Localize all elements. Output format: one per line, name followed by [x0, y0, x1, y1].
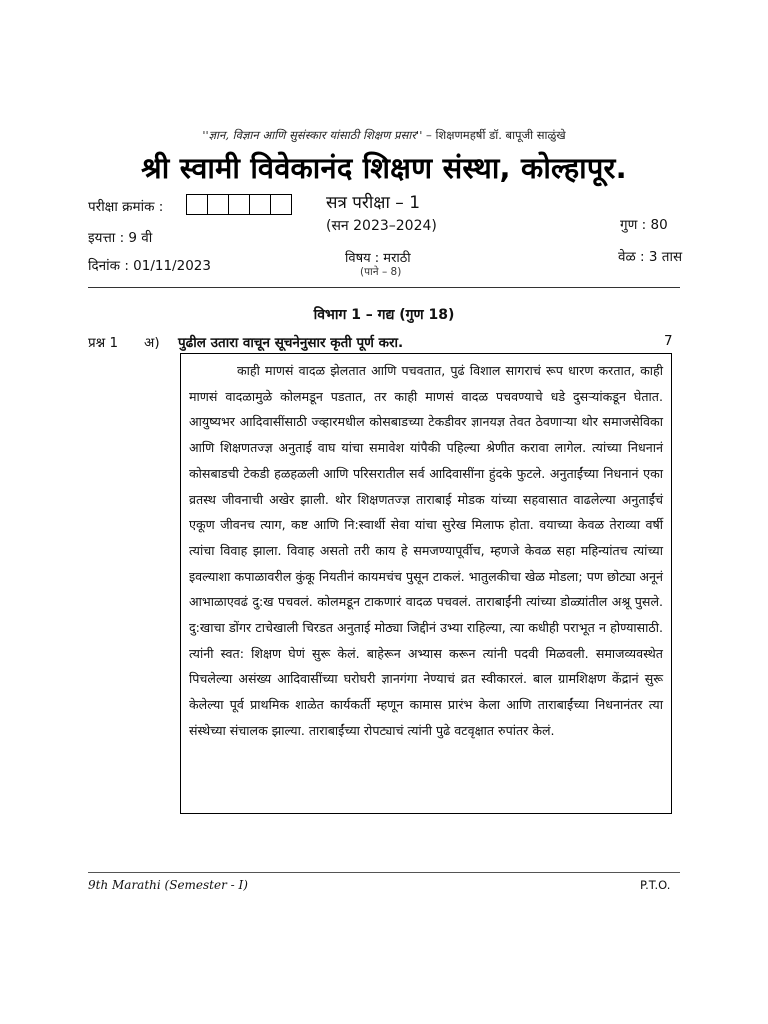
seat-box[interactable]: [250, 194, 271, 215]
total-marks: गुण : 80: [620, 217, 668, 233]
motto-line: [0, 128, 768, 143]
motto-author: – शिक्षणमहर्षी डॉ. बापूजी साळुंखे: [426, 128, 566, 142]
subject: विषय : मराठी: [345, 251, 411, 266]
question-sub: अ): [144, 335, 160, 351]
seat-box[interactable]: [208, 194, 229, 215]
footer-pto: P.T.O.: [640, 878, 671, 892]
seat-number-boxes[interactable]: [186, 194, 292, 215]
motto-quote: ''ज्ञान, विज्ञान आणि सुसंस्कार यांसाठी शिक्षण प्रसार'': [202, 128, 423, 142]
page-count: (पाने – 8): [360, 266, 402, 278]
header-divider: [88, 287, 680, 288]
class-label: इयत्ता : 9 वी: [88, 230, 153, 246]
institute-name: श्री स्वामी विवेकानंद शिक्षण संस्था, कोल्हापूर.: [141, 151, 627, 185]
section-title: विभाग 1 – गद्य (गुण 18): [313, 307, 455, 323]
passage-box: [180, 353, 672, 814]
question-instruction: पुढील उतारा वाचून सूचनेनुसार कृती पूर्ण करा.: [178, 335, 404, 351]
exam-title: सत्र परीक्षा – 1: [326, 193, 421, 213]
question-marks: 7: [664, 333, 673, 349]
seat-box[interactable]: [186, 194, 208, 215]
seat-box[interactable]: [271, 194, 292, 215]
footer-course: 9th Marathi (Semester - I): [88, 878, 248, 892]
exam-duration: वेळ : 3 तास: [618, 249, 683, 265]
seat-box[interactable]: [229, 194, 250, 215]
question-number: प्रश्न 1: [88, 335, 119, 351]
footer-divider: [88, 872, 680, 873]
academic-year: (सन 2023–2024): [326, 218, 437, 234]
exam-date: दिनांक : 01/11/2023: [88, 258, 211, 274]
seat-number-label: परीक्षा क्रमांक :: [88, 199, 164, 215]
passage-text: काही माणसं वादळ झेलतात आणि पचवतात, पुढं विशाल सागराचं रूप धारण करतात, काही माणसं वादळामुळे कोलमडून पडतात, तर काही माणसं वादळ पचवण्याचे धडे दुसऱ्यांकडून घेतात. आयुष्यभर आदिवासींसाठी ज्व्हारमधील कोसबाडच्या टेकडीवर ज्ञानयज्ञ तेवत ठेवणाऱ्या थोर समाजसेविका आणि शिक्षणतज्ज्ञ अनुताई वाघ यांचा समावेश यांपैकी पहिल्या श्रेणीत करावा लागेल. त्यांच्या निधनानं कोसबाडची टेकडी हळहळली आणि परिसरातील सर्व आदिवासींना हुंदके फुटले. अनुताईंच्या निधनानं एका व्रतस्थ जीवनाची अखेर झाली. थोर शिक्षणतज्ज्ञ ताराबाई मोडक यांच्या सहवासात वाढलेल्या अनुताईंचं एकूण जीवनच त्याग, कष्ट आणि नि:स्वार्थी सेवा यांचा सुरेख मिलाफ होता. वयाच्या केवळ तेराव्या वर्षी त्यांचा विवाह झाला. विवाह असतो तरी काय हे समजण्यापूर्वीच, म्हणजे केवळ सहा महिन्यांतच त्यांच्या इवल्याशा कपाळावरील कुंकू नियतीनं कायमचंच पुसून टाकलं. भातुलकीचा खेळ मोडला; पण छोट्या अनूनं आभाळाएवढं दु:ख पचवलं. कोलमडून टाकणारं वादळ पचवलं. ताराबाईंनी त्यांच्या डोळ्यांतील अश्रू पुसले. दु:खाचा डोंगर टाचेखाली चिरडत अनुताई मोठ्या जिद्दीनं उभ्या राहिल्या, त्या कधीही पराभूत न होण्यासाठी. त्यांनी स्वत: शिक्षण घेणं सुरू केलं. बाहेरून अभ्यास करून त्यांनी पदवी मिळवली. समाजव्यवस्थेत पिचलेल्या असंख्य आदिवासींच्या घरोघरी ज्ञानगंगा नेण्याचं व्रत स्वीकारलं. बाल ग्रामशिक्षण केंद्रानं सुरू केलेल्या पूर्व प्राथमिक शाळेत कार्यकर्ती म्हणून कामास प्रारंभ केला आणि ताराबाईंच्या निधनानंतर त्या संस्थेच्या संचालक झाल्या. ताराबाईंच्या रोपट्याचं त्यांनी पुढे वटवृक्षात रुपांतर केलं.: [189, 363, 663, 738]
